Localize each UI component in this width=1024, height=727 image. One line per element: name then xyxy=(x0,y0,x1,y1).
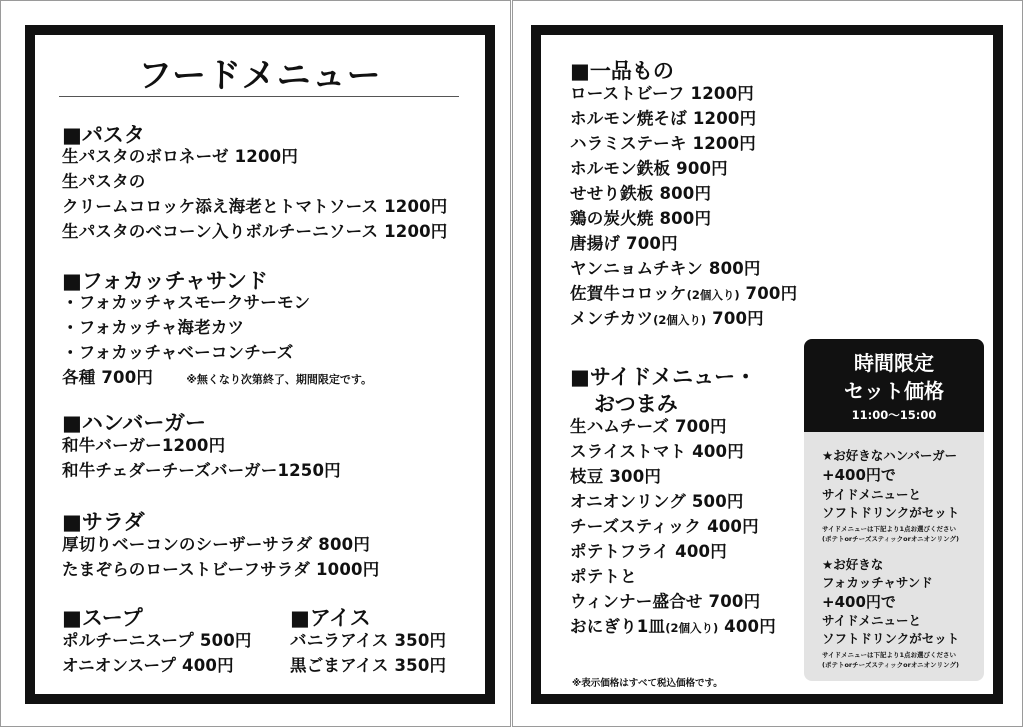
offer2-line1: ★お好きな xyxy=(822,557,884,572)
list-item xyxy=(570,306,797,331)
list-item: 厚切りベーコンのシーザーサラダ 800円 xyxy=(62,535,371,554)
list-item: ハラミステーキ 1200円 xyxy=(570,134,756,153)
list-item: スライストマト 400円 xyxy=(570,442,744,461)
offer2-fine1: サイドメニューは下記より1点お選びください xyxy=(822,651,957,659)
side-list xyxy=(570,414,776,639)
section-heading-salad: ■サラダ xyxy=(62,510,145,534)
item-price: 700円 xyxy=(739,284,798,303)
list-item: 和牛チェダーチーズバーガー1250円 xyxy=(62,461,341,480)
focaccia-note: ※無くなり次第終了、期間限定です。 xyxy=(186,373,373,386)
offer1-price: +400円で xyxy=(822,466,896,484)
focaccia-list xyxy=(62,290,372,390)
item-name: おにぎり1皿 xyxy=(570,617,666,636)
list-item: ウィンナー盛合せ 700円 xyxy=(570,592,761,611)
ippin-list xyxy=(570,81,797,331)
set-time: 11:00〜15:00 xyxy=(851,408,937,422)
list-item: バニラアイス 350円 xyxy=(290,631,447,650)
list-item: 鶏の炭火焼 800円 xyxy=(570,209,712,228)
set-price-header xyxy=(804,339,984,432)
section-heading-focaccia: ■フォカッチャサンド xyxy=(62,269,268,293)
item-quantity: (2個入り) xyxy=(653,313,707,327)
section-heading-ippin: ■一品もの xyxy=(570,59,674,83)
tax-footnote: ※表示価格はすべて税込価格です。 xyxy=(572,678,723,689)
list-item: ポテトと xyxy=(570,567,637,586)
section-heading-side-line1: ■サイドメニュー・ xyxy=(570,365,757,389)
item-price: 400円 xyxy=(718,617,776,636)
list-item: オニオンスープ 400円 xyxy=(62,656,234,675)
focaccia-price-row xyxy=(62,365,372,390)
item-quantity: (2個入り) xyxy=(665,621,719,635)
offer1-fine1: サイドメニューは下記より1点お選びください xyxy=(822,525,957,533)
list-item: オニオンリング 500円 xyxy=(570,492,744,511)
set-price-box xyxy=(804,339,984,681)
set-title-line2: セット価格 xyxy=(844,379,944,403)
list-item xyxy=(570,614,776,639)
list-item: 唐揚げ 700円 xyxy=(570,234,678,253)
offer1-line4: ソフトドリンクがセット xyxy=(822,505,960,520)
offer1-line3: サイドメニューと xyxy=(822,487,922,502)
salad-list xyxy=(62,532,379,582)
section-heading-soup: ■スープ xyxy=(62,606,143,630)
item-name: メンチカツ xyxy=(570,309,654,328)
item-quantity: (2個入り) xyxy=(686,288,740,302)
list-item: 和牛バーガー1200円 xyxy=(62,436,226,455)
offer2-line5: ソフトドリンクがセット xyxy=(822,631,960,646)
list-item: ヤンニョムチキン 800円 xyxy=(570,259,761,278)
item-name: 佐賀牛コロッケ xyxy=(570,284,687,303)
focaccia-price: 各種 700円 xyxy=(62,368,154,387)
list-item: ローストビーフ 1200円 xyxy=(570,84,754,103)
ice-list xyxy=(290,628,446,678)
burger-list xyxy=(62,433,341,483)
list-item: たまぞらのローストビーフサラダ 1000円 xyxy=(62,560,380,579)
pasta-list xyxy=(62,144,448,244)
section-heading-pasta: ■パスタ xyxy=(62,123,145,147)
list-item xyxy=(570,281,797,306)
section-heading-burger: ■ハンバーガー xyxy=(62,411,206,435)
set-title-line1: 時間限定 xyxy=(854,351,934,375)
title-divider xyxy=(59,96,459,97)
item-price: 700円 xyxy=(706,309,764,328)
list-item: ・フォカッチャベーコンチーズ xyxy=(62,343,294,362)
list-item: チーズスティック 400円 xyxy=(570,517,759,536)
list-item: 生ハムチーズ 700円 xyxy=(570,417,727,436)
offer2-line2: フォカッチャサンド xyxy=(822,575,933,590)
list-item: 生パスタのベコーン入りボルチーニソース 1200円 xyxy=(62,222,448,241)
offer2-fine2: (ポテトorチーズスティックorオニオンリング) xyxy=(822,661,959,669)
list-item: ・フォカッチャ海老カツ xyxy=(62,318,245,337)
page-title: フードメニュー xyxy=(138,56,382,96)
section-heading-side-line2: おつまみ xyxy=(594,392,678,416)
list-item: クリームコロッケ添え海老とトマトソース 1200円 xyxy=(62,197,448,216)
soup-list xyxy=(62,628,252,678)
list-item: せせり鉄板 800円 xyxy=(570,184,712,203)
list-item: 枝豆 300円 xyxy=(570,467,662,486)
offer1-line1: ★お好きなハンバーガー xyxy=(822,448,958,463)
list-item: ポテトフライ 400円 xyxy=(570,542,727,561)
list-item: 生パスタの xyxy=(62,172,146,191)
list-item: 生パスタのボロネーゼ 1200円 xyxy=(62,147,299,166)
offer1-fine2: (ポテトorチーズスティックorオニオンリング) xyxy=(822,535,959,543)
offer2-price: +400円で xyxy=(822,593,896,611)
section-heading-ice: ■アイス xyxy=(290,606,371,630)
list-item: ・フォカッチャスモークサーモン xyxy=(62,293,311,312)
list-item: ポルチーニスープ 500円 xyxy=(62,631,252,650)
list-item: ホルモン焼そば 1200円 xyxy=(570,109,757,128)
list-item: ホルモン鉄板 900円 xyxy=(570,159,728,178)
list-item: 黒ごまアイス 350円 xyxy=(290,656,447,675)
offer2-line4: サイドメニューと xyxy=(822,613,922,628)
